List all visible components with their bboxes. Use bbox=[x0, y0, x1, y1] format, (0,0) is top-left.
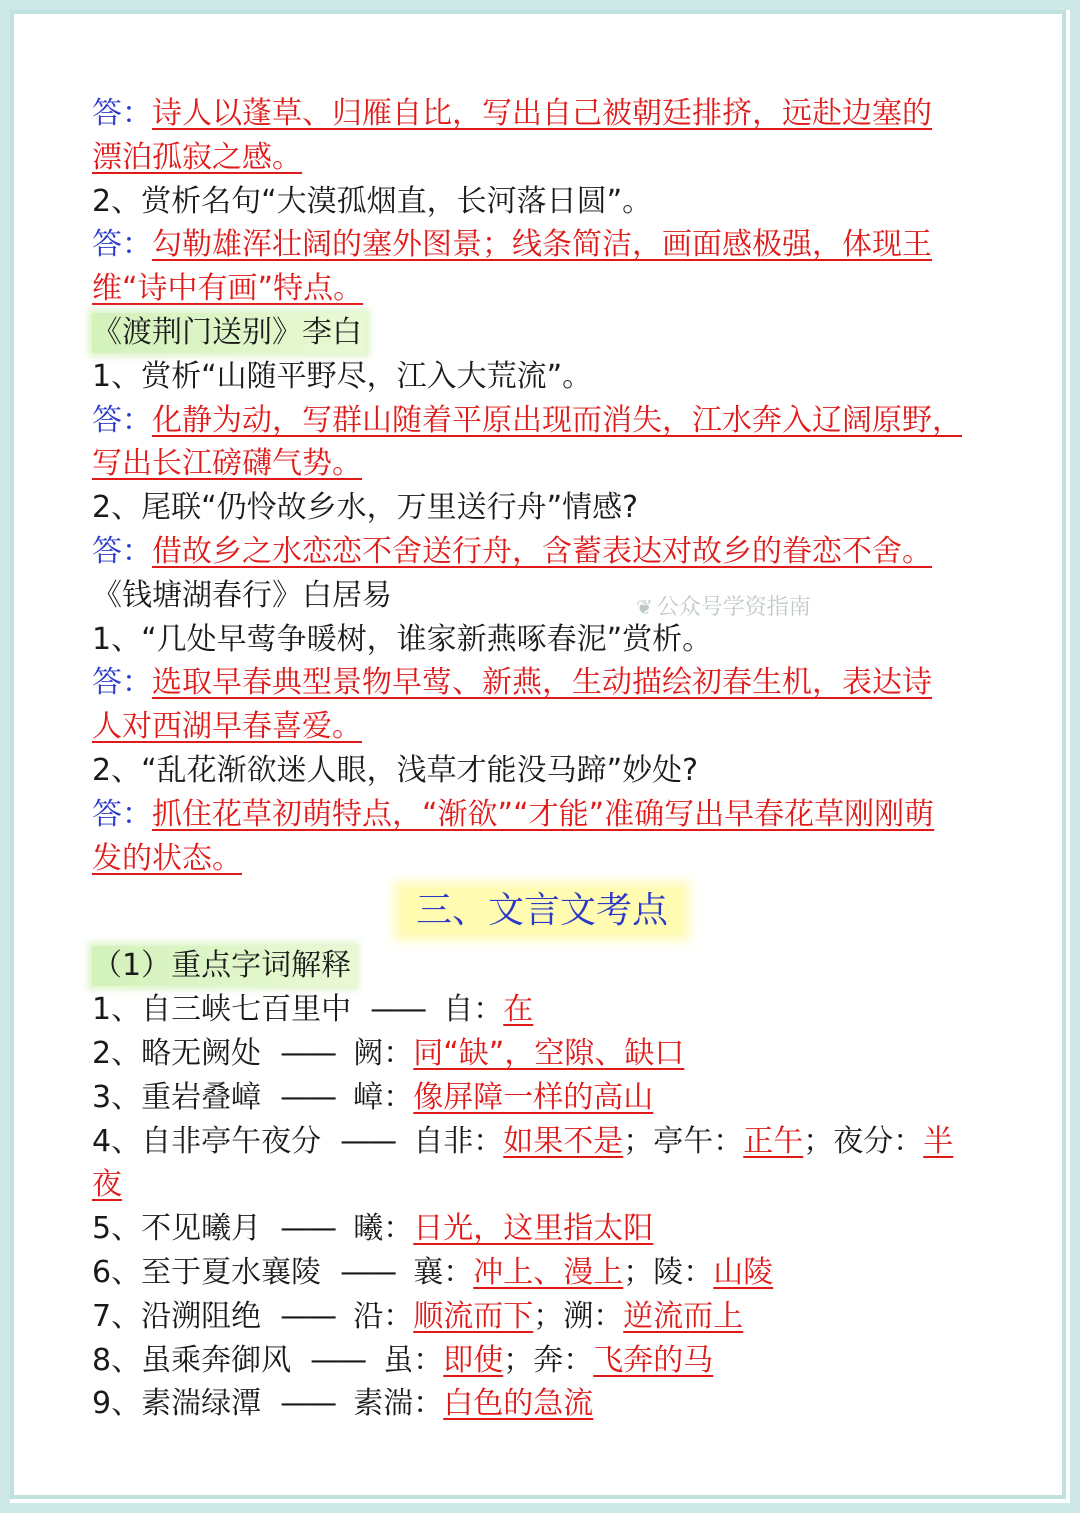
term-label: 奔： bbox=[533, 1342, 594, 1378]
question-line: 1、赏析“山随平野尽，江入大荒流”。 bbox=[92, 358, 593, 394]
answer-key: 答： bbox=[92, 96, 152, 131]
term-label: 阙： bbox=[353, 1035, 414, 1071]
term-label: 夜分： bbox=[833, 1123, 924, 1159]
answer-line bbox=[92, 399, 992, 443]
term-dash: —— bbox=[370, 992, 425, 1028]
term-meaning: 山陵 bbox=[713, 1254, 774, 1290]
term-meaning: 顺流而下 bbox=[413, 1298, 534, 1334]
term-label: 襄： bbox=[413, 1254, 474, 1290]
term-list bbox=[92, 988, 992, 1426]
answer-text: 勾勒雄浑壮阔的塞外图景；线条简洁，画面感极强，体现王 bbox=[152, 227, 932, 263]
question-line: 2、尾联“仍怜故乡水，万里送行舟”情感? bbox=[92, 490, 639, 526]
document-content bbox=[92, 92, 992, 1426]
term-row bbox=[92, 1339, 992, 1383]
poem-title-line bbox=[92, 311, 992, 355]
term-meaning: 像屏障一样的高山 bbox=[413, 1079, 654, 1115]
term-dash: —— bbox=[280, 1079, 335, 1115]
term-row-continued bbox=[92, 1163, 992, 1207]
term-meaning: 夜 bbox=[92, 1167, 122, 1203]
answer-key: 答： bbox=[92, 402, 152, 438]
term-separator: ； bbox=[503, 1342, 534, 1378]
answer-line bbox=[92, 442, 992, 486]
term-label: 陵： bbox=[653, 1254, 714, 1290]
term-phrase: 3、重岩叠嶂 bbox=[92, 1079, 262, 1115]
term-dash: —— bbox=[280, 1386, 335, 1422]
term-meaning: 飞奔的马 bbox=[593, 1342, 714, 1378]
answer-text: 化静为动，写群山随着平原出现而消失，江水奔入辽阔原野， bbox=[152, 402, 962, 438]
term-separator: ； bbox=[623, 1123, 654, 1159]
term-phrase: 5、不见曦月 bbox=[92, 1211, 262, 1247]
answer-line bbox=[92, 837, 992, 881]
answer-line bbox=[92, 92, 992, 136]
term-meaning: 半 bbox=[923, 1123, 954, 1159]
term-separator: ； bbox=[533, 1298, 564, 1334]
answer-text: 选取早春典型景物早莺、新燕，生动描绘初春生机，表达诗 bbox=[152, 665, 932, 701]
term-dash: —— bbox=[340, 1123, 395, 1159]
term-label: 溯： bbox=[563, 1298, 624, 1334]
answer-line bbox=[92, 267, 992, 311]
term-row bbox=[92, 988, 992, 1032]
answer-line bbox=[92, 793, 992, 837]
term-label: 嶂： bbox=[353, 1079, 414, 1115]
term-label: 曦： bbox=[353, 1211, 414, 1247]
term-dash: —— bbox=[340, 1254, 395, 1290]
answer-key: 答： bbox=[92, 533, 152, 569]
subsection-heading bbox=[92, 944, 992, 988]
term-label: 虽： bbox=[383, 1342, 444, 1378]
term-row bbox=[92, 1207, 992, 1251]
term-phrase: 8、虽乘奔御风 bbox=[92, 1342, 292, 1378]
term-meaning: 同“缺”，空隙、缺口 bbox=[413, 1035, 685, 1071]
term-phrase: 2、略无阙处 bbox=[92, 1035, 262, 1071]
answer-line bbox=[92, 223, 992, 267]
section-title: 三、文言文考点 bbox=[402, 889, 682, 933]
term-phrase: 4、自非亭午夜分 bbox=[92, 1123, 322, 1159]
poem-title: 《钱塘湖春行》白居易 bbox=[92, 577, 392, 613]
term-meaning: 在 bbox=[503, 992, 534, 1028]
term-label: 自： bbox=[443, 992, 504, 1028]
term-meaning: 冲上、漫上 bbox=[473, 1254, 624, 1290]
term-dash: —— bbox=[280, 1298, 335, 1334]
term-phrase: 1、自三峡七百里中 bbox=[92, 992, 352, 1028]
watermark: ❦ 公众号学资指南 bbox=[636, 595, 811, 620]
term-row bbox=[92, 1295, 992, 1339]
answer-line bbox=[92, 705, 992, 749]
term-row bbox=[92, 1251, 992, 1295]
term-label: 素湍： bbox=[353, 1386, 444, 1422]
term-row bbox=[92, 1076, 992, 1120]
answer-line bbox=[92, 530, 992, 574]
term-meaning: 如果不是 bbox=[503, 1123, 624, 1159]
answer-key: 答： bbox=[92, 227, 152, 263]
term-row bbox=[92, 1120, 992, 1164]
answer-text: 人对西湖早春喜爱。 bbox=[92, 709, 362, 745]
answer-text: 抓住花草初萌特点，“渐欲”“才能”准确写出早春花草刚刚萌 bbox=[152, 796, 935, 832]
question-line: 2、“乱花渐欲迷人眼，浅草才能没马蹄”妙处? bbox=[92, 752, 699, 788]
answer-text: 写出长江磅礴气势。 bbox=[92, 446, 362, 482]
answer-key: 答： bbox=[92, 796, 152, 832]
term-meaning: 逆流而上 bbox=[623, 1298, 744, 1334]
term-label: 自非： bbox=[413, 1123, 504, 1159]
answer-line bbox=[92, 661, 992, 705]
term-dash: —— bbox=[280, 1211, 335, 1247]
term-dash: —— bbox=[310, 1342, 365, 1378]
question-line: 1、“几处早莺争暖树，谁家新燕啄春泥”赏析。 bbox=[92, 621, 713, 657]
poem-title: 《渡荆门送别》李白 bbox=[92, 313, 366, 353]
term-phrase: 9、素湍绿潭 bbox=[92, 1386, 262, 1422]
term-label: 沿： bbox=[353, 1298, 414, 1334]
term-separator: ； bbox=[803, 1123, 834, 1159]
term-phrase: 6、至于夏水襄陵 bbox=[92, 1254, 322, 1290]
term-label: 亭午： bbox=[653, 1123, 744, 1159]
answer-text: 借故乡之水恋恋不舍送行舟，含蓄表达对故乡的眷恋不舍。 bbox=[152, 533, 932, 569]
answer-text: 发的状态。 bbox=[92, 840, 242, 876]
subsection-title: （1）重点字词解释 bbox=[92, 946, 355, 986]
answer-text: 维“诗中有画”特点。 bbox=[92, 271, 364, 307]
term-separator: ； bbox=[623, 1254, 654, 1290]
answer-key: 答： bbox=[92, 665, 152, 701]
term-meaning: 即使 bbox=[443, 1342, 504, 1378]
leaf-icon: ❦ bbox=[636, 595, 653, 619]
term-meaning: 正午 bbox=[743, 1123, 804, 1159]
term-meaning: 日光，这里指太阳 bbox=[413, 1211, 654, 1247]
section-heading bbox=[92, 884, 992, 942]
term-dash: —— bbox=[280, 1035, 335, 1071]
term-meaning: 白色的急流 bbox=[443, 1386, 594, 1422]
question-line: 2、赏析名句“大漠孤烟直，长河落日圆”。 bbox=[92, 183, 653, 219]
term-phrase: 7、沿溯阻绝 bbox=[92, 1298, 262, 1334]
answer-line bbox=[92, 136, 992, 180]
answer-text: 诗人以蓬草、归雁自比，写出自己被朝廷排挤，远赴边塞的 bbox=[152, 96, 932, 131]
term-row bbox=[92, 1032, 992, 1076]
term-row bbox=[92, 1382, 992, 1426]
answer-text: 漂泊孤寂之感。 bbox=[92, 139, 302, 175]
